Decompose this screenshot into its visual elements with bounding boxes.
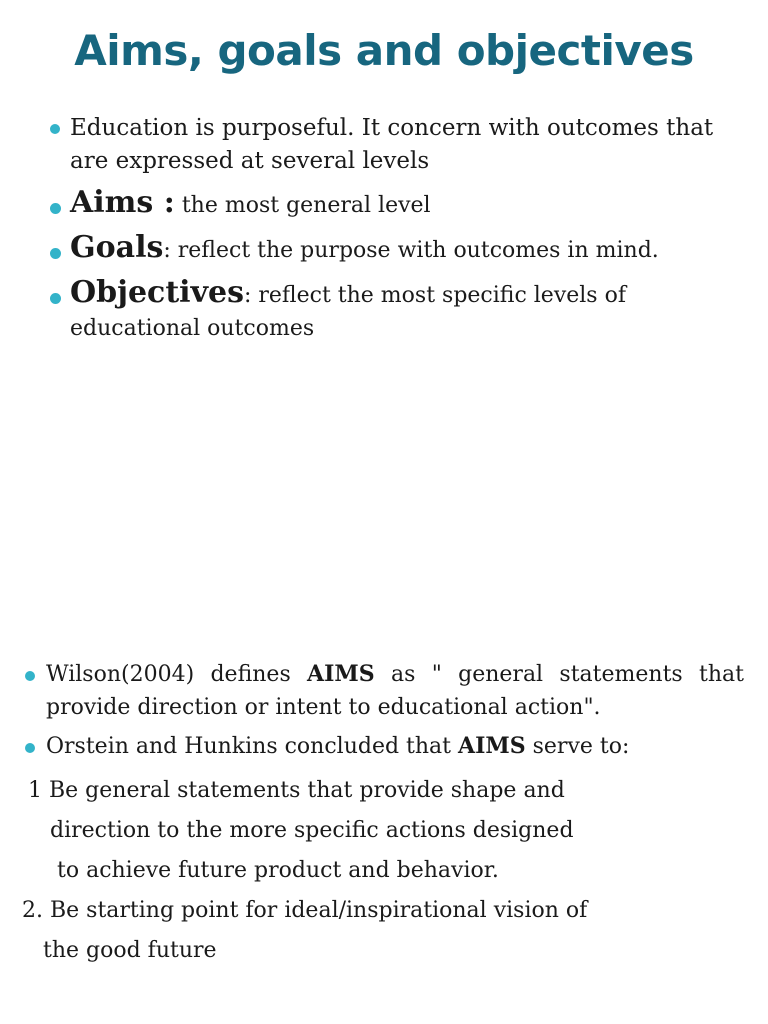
- point-1-line-1: 1 Be general statements that provide shape and: [28, 778, 565, 803]
- orstein-post: serve to:: [525, 734, 630, 759]
- bullet-dot-icon: [25, 743, 35, 753]
- list-item-objectives: [48, 276, 738, 345]
- point-1-line-3: to achieve future product and behavior.: [57, 858, 499, 883]
- slide-aims-definitions: [0, 640, 768, 1024]
- point-2-line-2: the good future: [43, 938, 217, 963]
- point-2-line-1: 2. Be starting point for ideal/inspirational vision of: [22, 898, 588, 923]
- bullet-dot-icon: [50, 203, 61, 214]
- term-goals: Goals: [70, 230, 164, 265]
- list-item-wilson: [24, 658, 744, 724]
- list-item-orstein: [24, 730, 744, 763]
- levels-list: [48, 112, 738, 354]
- wilson-post: as " general statements that provide direction or intent to educational action".: [46, 662, 744, 720]
- wilson-pre: Wilson(2004) defines: [46, 662, 308, 687]
- slide-title: Aims, goals and objectives: [74, 26, 694, 75]
- orstein-pre: Orstein and Hunkins concluded that: [46, 734, 459, 759]
- intro-text: Education is purposeful. It concern with outcomes that are expressed at several levels: [70, 115, 714, 174]
- list-item-goals: [48, 231, 738, 267]
- bullet-dot-icon: [50, 293, 61, 304]
- point-1-line-2: direction to the more specific actions designed: [50, 818, 574, 843]
- desc-aims: the most general level: [174, 193, 431, 218]
- term-aims: Aims :: [70, 185, 175, 220]
- desc-objectives: : reflect the most specific levels of educational outcomes: [70, 283, 626, 341]
- bullet-dot-icon: [25, 671, 35, 681]
- term-objectives: Objectives: [70, 275, 244, 310]
- bullet-dot-icon: [50, 124, 60, 134]
- orstein-aims: AIMS: [458, 733, 526, 759]
- wilson-aims: AIMS: [307, 661, 375, 687]
- list-item-intro: [48, 112, 738, 178]
- bullet-dot-icon: [50, 248, 61, 259]
- list-item-aims: [48, 186, 738, 222]
- definitions-list: [24, 658, 744, 769]
- desc-goals: : reflect the purpose with outcomes in mind.: [163, 238, 659, 263]
